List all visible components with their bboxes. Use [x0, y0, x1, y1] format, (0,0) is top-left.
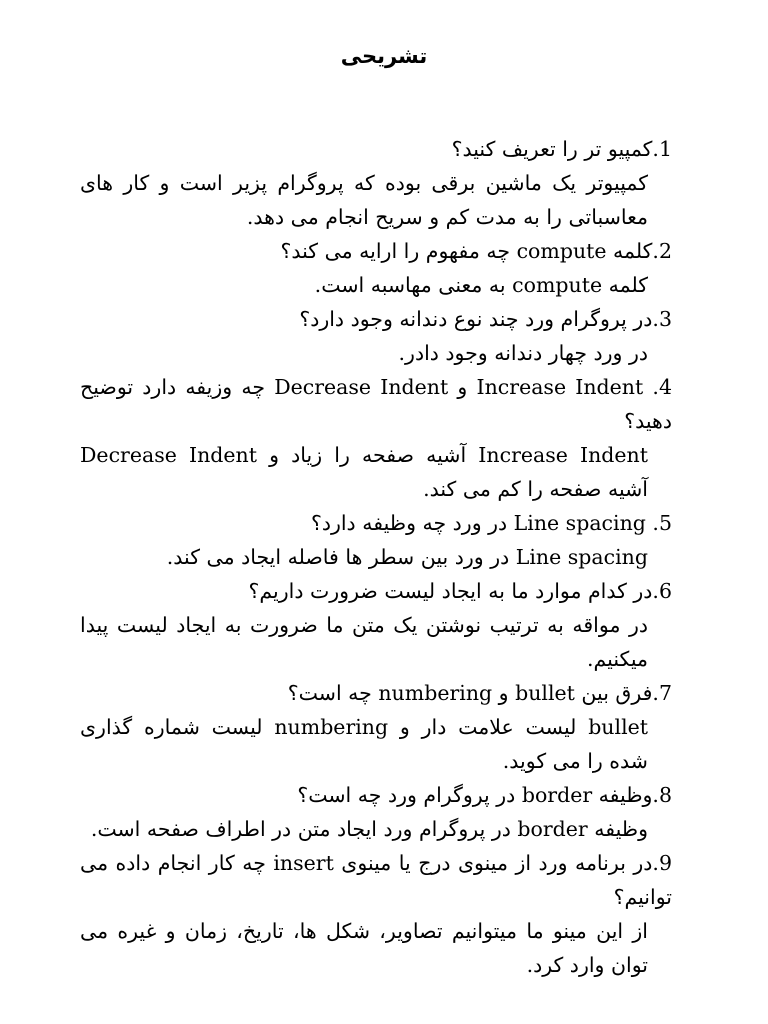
- answer-2: کلمه compute به معنی مهاسبه است.: [314, 273, 648, 297]
- qa-item-8: [80, 778, 672, 846]
- question-9: 9.در برنامه ورد از مینوی درج یا مینوی insert چه کار انجام داده می توانیم؟: [80, 851, 672, 909]
- answer-3: در ورد چهار دندانه وجود دادر.: [398, 341, 648, 365]
- page-title: تشریحی: [340, 44, 428, 68]
- answer-9: از این مینو ما میتوانیم تصاویر، شکل ها، تاریخ، زمان و غیره می توان وارد کرد.: [80, 919, 648, 977]
- qa-item-2: [80, 234, 672, 302]
- qa-item-9: [80, 846, 672, 982]
- qa-item-3: [80, 302, 672, 370]
- qa-item-6: [80, 574, 672, 676]
- question-7: 7.فرق بین bullet و numbering چه است؟: [287, 681, 672, 705]
- question-4: 4. Increase Indent و Decrease Indent چه وزیفه دارد توضیح دهید؟: [80, 375, 672, 433]
- question-list: [80, 132, 672, 982]
- qa-item-5: [80, 506, 672, 574]
- question-3: 3.در پروگرام ورد چند نوع دندانه وجود دارد؟: [299, 307, 672, 331]
- question-5: 5. Line spacing در ورد چه وظیفه دارد؟: [310, 511, 672, 535]
- qa-item-4: [80, 370, 672, 506]
- answer-7: bullet لیست علامت دار و numbering لیست شماره گذاری شده را می کوید.: [80, 715, 648, 773]
- answer-1: کمپیوتر یک ماشین برقی بوده که پروگرام پزیر است و کار های معاسباتی را به مدت کم و سریح انجام می دهد.: [80, 171, 648, 229]
- qa-item-1: [80, 132, 672, 234]
- question-8: 8.وظیفه border در پروگرام ورد چه است؟: [297, 783, 672, 807]
- question-6: 6.در کدام موارد ما به ایجاد لیست ضرورت داریم؟: [248, 579, 672, 603]
- answer-8: وظیفه border در پروگرام ورد ایجاد متن در اطراف صفحه است.: [90, 817, 648, 841]
- answer-5: Line spacing در ورد بین سطر ها فاصله ایجاد می کند.: [166, 545, 648, 569]
- question-1: 1.کمپیو تر را تعریف کنید؟: [451, 137, 672, 161]
- answer-4: Increase Indent آشیه صفحه را زیاد و Decrease Indent آشیه صفحه را کم می کند.: [80, 443, 648, 501]
- answer-6: در مواقه به ترتیب نوشتن یک متن ما ضرورت به ایجاد لیست پیدا میکنیم.: [80, 613, 648, 671]
- question-2: 2.کلمه compute چه مفهوم را ارایه می کند؟: [280, 239, 672, 263]
- qa-item-7: [80, 676, 672, 778]
